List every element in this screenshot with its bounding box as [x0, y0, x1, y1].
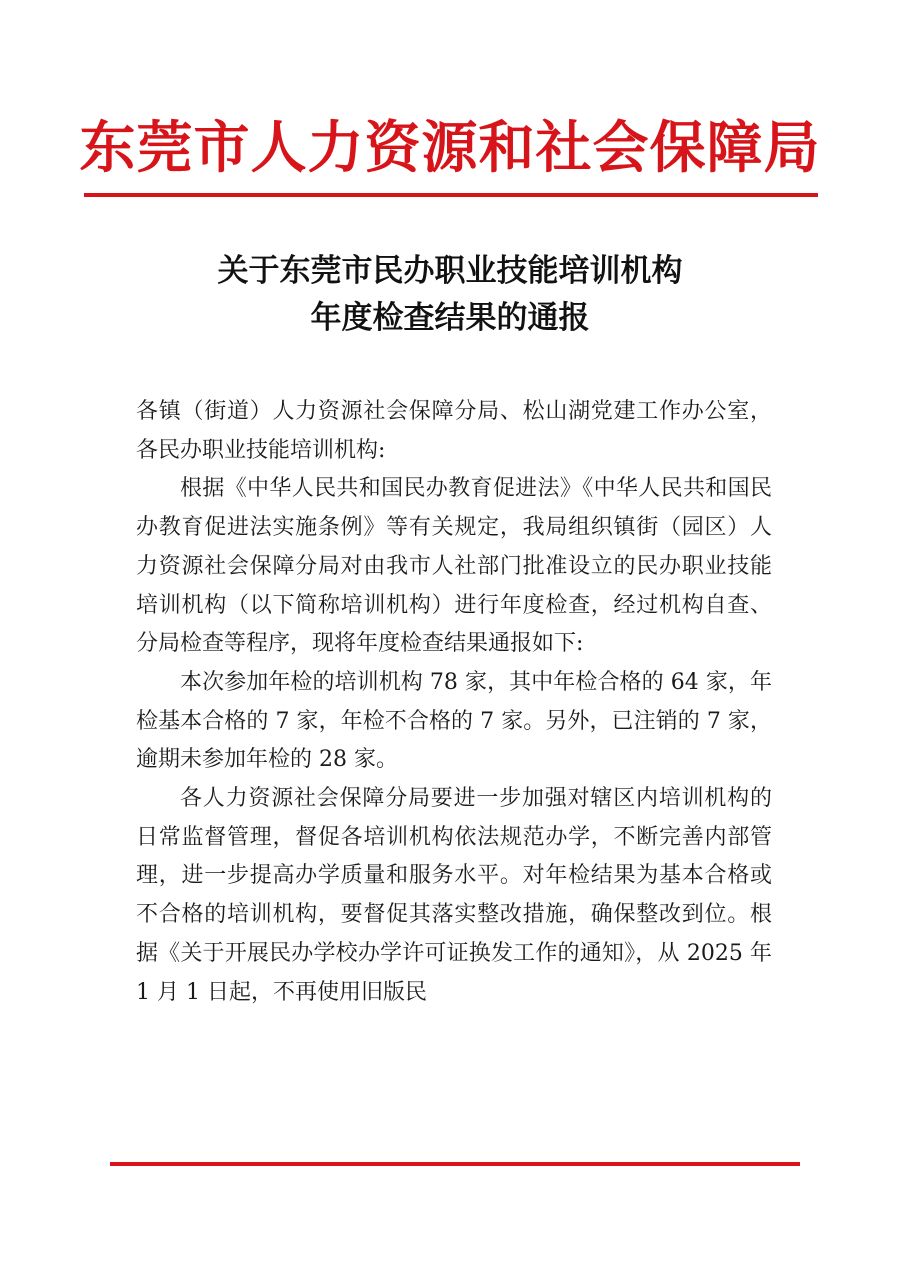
- salutation: 各镇（街道）人力资源社会保障分局、松山湖党建工作办公室，各民办职业技能培训机构:: [136, 399, 772, 463]
- body-paragraph-2: 本次参加年检的培训机构 78 家，其中年检合格的 64 家，年检基本合格的 7 家，年检不合格的 7 家。另外，已注销的 7 家，逾期未参加年检的 28 家。: [136, 669, 772, 773]
- document-body: [136, 393, 772, 1012]
- agency-letterhead: 东莞市人力资源和社会保障局: [79, 115, 821, 181]
- letterhead-divider: [84, 193, 818, 197]
- body-paragraph-1: 根据《中华人民共和国民办教育促进法》《中华人民共和国民办教育促进法实施条例》等有关规定，我局组织镇街（园区）人力资源社会保障分局对由我市人社部门批准设立的民办职业技能培训机构（以下简称培训机构）进行年度检查，经过机构自查、分局检查等程序，现将年度检查结果通报如下:: [136, 476, 772, 657]
- document-title-line-1: 关于东莞市民办职业技能培训机构: [217, 253, 683, 289]
- body-paragraph-3: 各人力资源社会保障分局要进一步加强对辖区内培训机构的日常监督管理，督促各培训机构依法规范办学，不断完善内部管理，进一步提高办学质量和服务水平。对年检结果为基本合格或不合格的培训机构，要督促其落实整改措施，确保整改到位。根据《关于开展民办学校办学许可证换发工作的通知》，从 2025 年 1 月 1 日起，不再使用旧版民: [136, 786, 772, 1005]
- document-title: [0, 248, 900, 342]
- footer-divider: [110, 1162, 800, 1166]
- document-title-line-2: 年度检查结果的通报: [310, 300, 590, 336]
